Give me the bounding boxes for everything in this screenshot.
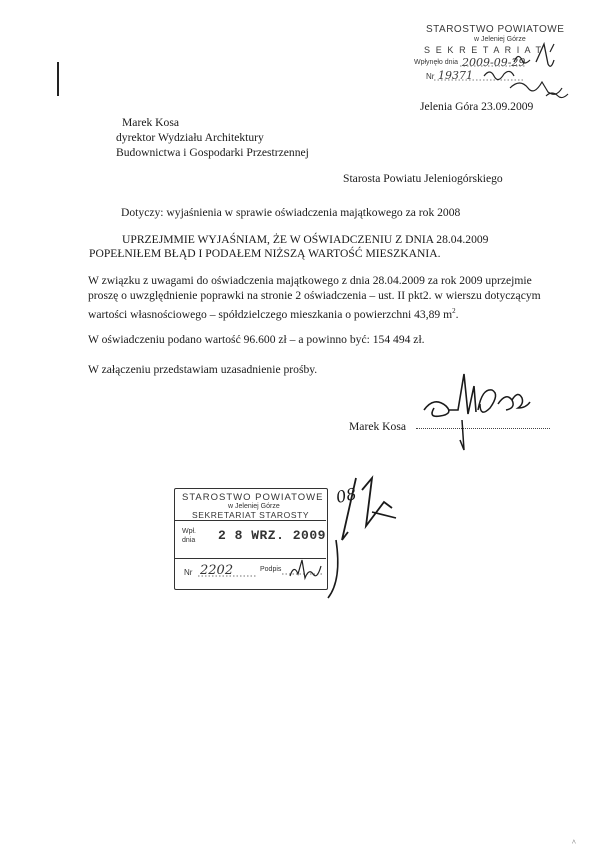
- stamp-bottom-received-label-2: dnia: [182, 537, 196, 544]
- stamp-bottom-handwriting: [172, 486, 330, 596]
- para1-line-1: W związku z uwagami do oświadczenia majątkowego z dnia 28.04.2009 za rok 2009 uprzejmie: [88, 274, 532, 287]
- signature-name: Marek Kosa: [349, 420, 406, 433]
- recipient: Starosta Powiatu Jeleniogórskiego: [343, 172, 503, 185]
- stamp-top-received-value: 2009-09-29: [462, 56, 526, 69]
- stamp-bottom-received-label-1: Wpł.: [182, 528, 196, 535]
- area-unit-superscript: 2: [452, 307, 456, 315]
- handwritten-note: 08: [334, 484, 359, 507]
- stamp-top-received-label: Wpłynęło dnia: [414, 59, 458, 66]
- stamp-bottom-number-value: 2202: [200, 563, 234, 578]
- stamp-top-number-label: Nr: [426, 72, 435, 81]
- para2: W oświadczeniu podano wartość 96.600 zł – a powinno być: 154 494 zł.: [88, 333, 425, 346]
- registry-stamp-bottom: [172, 486, 330, 596]
- stamp-bottom-dept: SEKRETARIAT STAROSTY: [192, 510, 310, 520]
- stamp-top-title: STAROSTWO POWIATOWE: [426, 24, 565, 35]
- registry-stamp-top: [414, 18, 574, 104]
- para1-line-3: [88, 304, 459, 322]
- stamp-bottom-title: STAROSTWO POWIATOWE: [182, 492, 324, 503]
- stamp-bottom-sign-label: Podpis: [260, 566, 282, 573]
- stamp-bottom-number-label: Nr: [184, 568, 193, 577]
- para1-line-3-text: wartości własnościowego – spółdzielczego mieszkania o powierzchni 43,89 m: [88, 307, 453, 321]
- lead-line-1: UPRZEJMMIE WYJAŚNIAM, ŻE W OŚWIADCZENIU Z DNIA 28.04.2009: [122, 233, 489, 246]
- stamp-top-dept: S E K R E T A R I A T: [424, 45, 543, 55]
- stamp-bottom-received-value: 2 8 WRZ. 2009: [218, 528, 326, 543]
- sender-title-line-1: dyrektor Wydziału Architektury: [116, 131, 264, 144]
- stamp-top-number-value: 19371: [438, 69, 473, 82]
- para1-line-3-end: .: [455, 307, 459, 321]
- para1-line-2: proszę o uwzględnienie poprawki na stronie 2 oświadczenia – ust. II pkt2. w wierszu dotyczącym: [88, 289, 541, 302]
- stamp-bottom-city: w Jeleniej Górze: [228, 503, 280, 510]
- para3: W załączeniu przedstawiam uzasadnienie prośby.: [88, 363, 318, 376]
- subject-line: Dotyczy: wyjaśnienia w sprawie oświadczenia majątkowego za rok 2008: [121, 206, 461, 219]
- scan-margin-mark: [57, 62, 59, 96]
- sender-title-line-2: Budownictwa i Gospodarki Przestrzennej: [116, 146, 309, 159]
- place-date: Jelenia Góra 23.09.2009: [420, 100, 534, 113]
- lead-line-2: POPEŁNIŁEM BŁĄD I PODAŁEM NIŻSZĄ WARTOŚĆ MIESZKANIA.: [89, 247, 441, 260]
- sender-name: Marek Kosa: [122, 116, 179, 129]
- stamp-top-handwriting: [414, 18, 574, 104]
- page-corner-mark: ^: [572, 838, 576, 847]
- stamp-top-city: w Jeleniej Górze: [474, 36, 526, 43]
- signature-dotted-line: [416, 428, 550, 429]
